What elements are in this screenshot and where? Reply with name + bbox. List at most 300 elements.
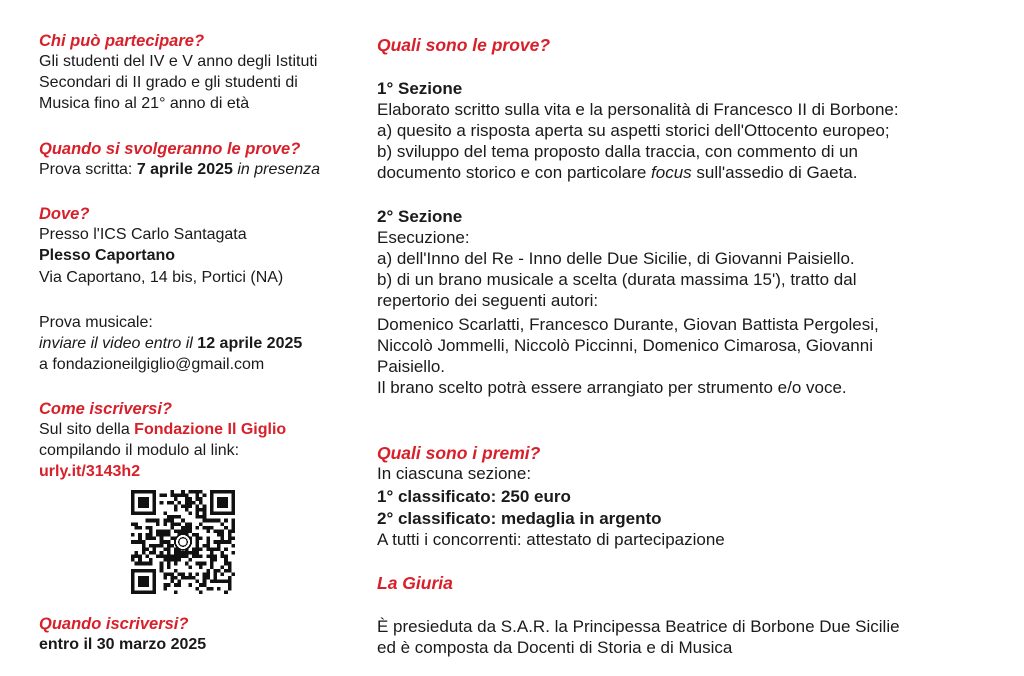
qr-module [221,540,225,544]
qr-module [217,569,221,573]
deadline-text: entro il 30 marzo 2025 [39,636,207,653]
qr-module [196,580,200,584]
qr-module [224,569,228,573]
qr-module [170,490,174,494]
qr-module [170,580,174,584]
qr-module [224,519,228,523]
qr-module [174,522,178,526]
qr-module [145,519,149,523]
written-label: Prova scritta: [39,161,137,178]
qr-module [167,572,171,576]
qr-module [170,555,174,559]
qr-module [217,529,221,533]
section2-line: Il brano scelto potrà essere arrangiato per strumento e/o voce. [377,378,847,397]
qr-module [185,562,189,566]
qr-module [196,512,200,516]
qr-module [199,583,203,587]
qr-module [138,540,142,544]
qr-module [167,558,171,562]
qr-module [156,529,160,533]
qr-module [178,501,182,505]
qr-module [231,572,235,576]
music-send: inviare il video entro il [39,335,198,352]
qr-module [224,580,228,584]
qr-module [192,533,196,537]
qr-module [231,519,235,523]
qr-module [142,562,146,566]
written-test-line [39,160,320,181]
qr-module [185,551,189,555]
qr-module [196,555,200,559]
qr-module [196,508,200,512]
qr-module [231,537,235,541]
qr-module [167,547,171,551]
qr-module [206,519,210,523]
qr-module [192,547,196,551]
qr-module [135,540,139,544]
qr-module [206,540,210,544]
qr-module [185,555,189,559]
qr-module [138,558,142,562]
qr-module [213,547,217,551]
qr-module [188,572,192,576]
qr-module [224,526,228,530]
qr-module [206,544,210,548]
how-line: compilando il modulo al link: [39,442,240,459]
qr-module [188,522,192,526]
qr-module [149,558,153,562]
qr-module [167,565,171,569]
qr-module [167,529,171,533]
who-title: Chi può partecipare? [39,32,205,50]
qr-module [228,533,232,537]
section1-focus: focus [651,163,692,182]
qr-module [203,583,207,587]
qr-module [203,512,207,516]
qr-module [160,533,164,537]
qr-module [163,522,167,526]
qr-module [145,562,149,566]
qr-module [199,522,203,526]
qr-module [156,533,160,537]
qr-module [174,529,178,533]
qr-module [185,508,189,512]
qr-module [213,572,217,576]
qr-module [228,583,232,587]
qr-module [199,497,203,501]
qr-module [170,544,174,548]
qr-module [217,580,221,584]
qr-module [160,537,164,541]
qr-module [192,490,196,494]
qr-module [163,540,167,544]
qr-module [181,519,185,523]
qr-module [174,497,178,501]
qr-module [138,555,142,559]
qr-module [131,533,135,537]
qr-module [170,576,174,580]
qr-module [163,547,167,551]
qr-module [210,526,214,530]
qr-module [231,529,235,533]
qr-module [163,512,167,516]
qr-module [178,529,182,533]
qr-module [145,547,149,551]
section2-title: 2° Sezione [377,207,463,226]
qr-module [160,562,164,566]
qr-module [170,572,174,576]
qr-module [188,526,192,530]
how-prefix: Sul sito della [39,421,135,438]
qr-module [131,558,135,562]
qr-module [231,526,235,530]
qr-module [185,526,189,530]
qr-module [138,537,142,541]
qr-module [170,526,174,530]
qr-module [217,519,221,523]
section2-line: Esecuzione: [377,228,470,247]
qr-module [163,576,167,580]
qr-module [206,587,210,591]
qr-module [174,569,178,573]
qr-module [228,576,232,580]
where-address: Via Caportano, 14 bis, Portici (NA) [39,269,284,286]
qr-module [163,583,167,587]
qr-module [228,580,232,584]
qr-module [196,533,200,537]
qr-module [228,537,232,541]
qr-module [178,580,182,584]
qr-module [213,580,217,584]
qr-module [178,551,182,555]
qr-module [196,544,200,548]
qr-module [203,508,207,512]
qr-module [210,565,214,569]
qr-module [196,587,200,591]
qr-module [163,494,167,498]
qr-module [185,504,189,508]
qr-module [149,533,153,537]
qr-module [188,565,192,569]
qr-module [203,544,207,548]
qr-module [199,515,203,519]
jury-line: ed è composta da Docenti di Storia e di Musica [377,638,733,657]
section1-line [377,163,857,184]
qr-module [145,526,149,530]
qr-module [174,551,178,555]
qr-module [131,522,135,526]
qr-module [170,519,174,523]
qr-module [185,522,189,526]
where-title: Dove? [39,205,90,223]
qr-module [170,494,174,498]
signup-link[interactable]: urly.it/3143h2 [39,463,141,480]
qr-module [188,583,192,587]
qr-module [206,526,210,530]
qr-module [203,515,207,519]
qr-module [185,494,189,498]
qr-module [167,555,171,559]
qr-module [210,547,214,551]
qr-module [206,569,210,573]
section2-line: repertorio dei seguenti autori: [377,291,599,310]
qr-module [210,519,214,523]
when-title: Quando si svolgeranno le prove? [39,140,301,158]
qr-module [185,529,189,533]
qr-module [203,562,207,566]
qr-module [174,555,178,559]
qr-module [160,540,164,544]
qr-module [188,576,192,580]
qr-module [138,526,142,530]
music-email[interactable]: a fondazioneilgiglio@gmail.com [39,356,265,373]
qr-module [228,562,232,566]
qr-module [167,533,171,537]
qr-module [210,580,214,584]
who-line: Gli studenti del IV e V anno degli Istituti [39,53,318,70]
qr-module [167,501,171,505]
qr-module [192,576,196,580]
qr-module [221,580,225,584]
qr-module [153,537,157,541]
qr-module [188,490,192,494]
qr-module [206,529,210,533]
tests-title: Quali sono le prove? [377,35,551,55]
qr-module [224,558,228,562]
qr-module [185,497,189,501]
qr-module [163,587,167,591]
qr-module [224,547,228,551]
section2-line: b) di un brano musicale a scelta (durata massima 15'), tratto dal [377,270,857,289]
qr-module [185,501,189,505]
qr-module [196,526,200,530]
qr-module [224,562,228,566]
section2-line: Domenico Scarlatti, Francesco Durante, Giovan Battista Pergolesi, [377,315,879,334]
qr-module [196,515,200,519]
qr-module [221,555,225,559]
qr-module [163,533,167,537]
qr-module [160,544,164,548]
qr-module [210,562,214,566]
qr-module [181,526,185,530]
qr-module [217,587,221,591]
qr-module [142,544,146,548]
qr-module [167,583,171,587]
qr-module [221,533,225,537]
qr-module [224,555,228,559]
qr-module [231,522,235,526]
qr-module [160,569,164,573]
qr-module [142,540,146,544]
qr-module [174,562,178,566]
qr-module [221,572,225,576]
qr-module [188,551,192,555]
where-building: Plesso Caportano [39,247,176,264]
qr-module [181,555,185,559]
qr-module [188,497,192,501]
section1-text: sull'assedio di Gaeta. [691,163,858,182]
qr-module [221,565,225,569]
qr-module [135,551,139,555]
qr-module [167,515,171,519]
qr-module [213,569,217,573]
qr-module [135,562,139,566]
qr-module [149,551,153,555]
qr-module [153,551,157,555]
qr-module [199,590,203,594]
qr-module [203,519,207,523]
qr-module [203,494,207,498]
qr-module [138,533,142,537]
qr-module [181,529,185,533]
qr-module [160,494,164,498]
qr-module [156,555,160,559]
qr-module [178,583,182,587]
qr-module [149,537,153,541]
qr-module [178,515,182,519]
qr-module [196,572,200,576]
qr-module [221,551,225,555]
qr-module [199,490,203,494]
qr-module [199,501,203,505]
qr-module [174,515,178,519]
qr-module [178,522,182,526]
qr-module [196,494,200,498]
prizes-intro: In ciascuna sezione: [377,464,532,483]
deadline-title: Quando iscriversi? [39,615,189,633]
qr-module [185,576,189,580]
qr-module [217,547,221,551]
qr-module [145,537,149,541]
qr-module [199,508,203,512]
qr-module [142,551,146,555]
qr-module [170,515,174,519]
qr-module [160,501,164,505]
qr-module [203,576,207,580]
section2-line: a) dell'Inno del Re - Inno delle Due Sicilie, di Giovanni Paisiello. [377,249,855,268]
how-title: Come iscriversi? [39,400,172,418]
foundation-name: Fondazione Il Giglio [134,421,287,438]
qr-module [210,558,214,562]
qr-module [199,547,203,551]
qr-module [196,540,200,544]
qr-module [131,540,135,544]
qr-module [170,537,174,541]
qr-module [149,562,153,566]
qr-module [217,533,221,537]
qr-module [181,494,185,498]
qr-module [156,522,160,526]
qr-module [196,562,200,566]
qr-module [174,558,178,562]
qr-module [213,555,217,559]
music-test-deadline [39,334,302,355]
qr-code-icon[interactable] [131,490,235,594]
qr-module [196,497,200,501]
qr-module [174,583,178,587]
qr-module [213,519,217,523]
qr-module [160,565,164,569]
qr-module [163,572,167,576]
qr-module [196,490,200,494]
qr-module [178,572,182,576]
qr-module [149,519,153,523]
qr-module [188,501,192,505]
qr-module [199,565,203,569]
qr-module [206,576,210,580]
how-line [39,420,286,441]
qr-module [217,540,221,544]
qr-module [192,501,196,505]
qr-module [167,540,171,544]
qr-module [221,522,225,526]
qr-module [174,508,178,512]
qr-module [167,562,171,566]
qr-module [174,494,178,498]
qr-module [203,572,207,576]
qr-module [206,547,210,551]
qr-module [203,580,207,584]
qr-module [160,551,164,555]
qr-module [153,547,157,551]
qr-module [228,529,232,533]
qr-module [178,555,182,559]
qr-module [199,537,203,541]
qr-module [210,555,214,559]
qr-module [178,494,182,498]
qr-module [228,569,232,573]
qr-module [213,576,217,580]
qr-module [203,526,207,530]
qr-module [210,551,214,555]
qr-module [188,558,192,562]
qr-module [135,522,139,526]
where-school: Presso l'ICS Carlo Santagata [39,226,247,243]
qr-module [188,512,192,516]
qr-module [221,529,225,533]
qr-module [156,519,160,523]
section1-line: a) quesito a risposta aperta su aspetti storici dell'Ottocento europeo; [377,121,890,140]
prize-first: 1° classificato: 250 euro [377,487,571,506]
qr-module [178,558,182,562]
section1-line: Elaborato scritto sulla vita e la personalità di Francesco II di Borbone: [377,100,899,119]
qr-module [199,562,203,566]
section1-title: 1° Sezione [377,79,463,98]
qr-module [213,540,217,544]
qr-module [221,537,225,541]
qr-module [210,587,214,591]
qr-module [163,519,167,523]
qr-module [170,522,174,526]
qr-module [231,551,235,555]
music-date: 12 aprile 2025 [197,335,303,352]
qr-module [135,526,139,530]
qr-module [228,587,232,591]
qr-module [181,576,185,580]
section1-text: documento storico e con particolare [377,163,652,182]
qr-module [181,504,185,508]
qr-module [213,558,217,562]
prize-all: A tutti i concorrenti: attestato di partecipazione [377,530,725,549]
qr-module [206,572,210,576]
qr-module [224,590,228,594]
jury-line: È presieduta da S.A.R. la Principessa Beatrice di Borbone Due Sicilie [377,617,900,636]
qr-module [196,504,200,508]
qr-module [213,529,217,533]
qr-module [153,519,157,523]
qr-module [145,555,149,559]
qr-module [206,537,210,541]
